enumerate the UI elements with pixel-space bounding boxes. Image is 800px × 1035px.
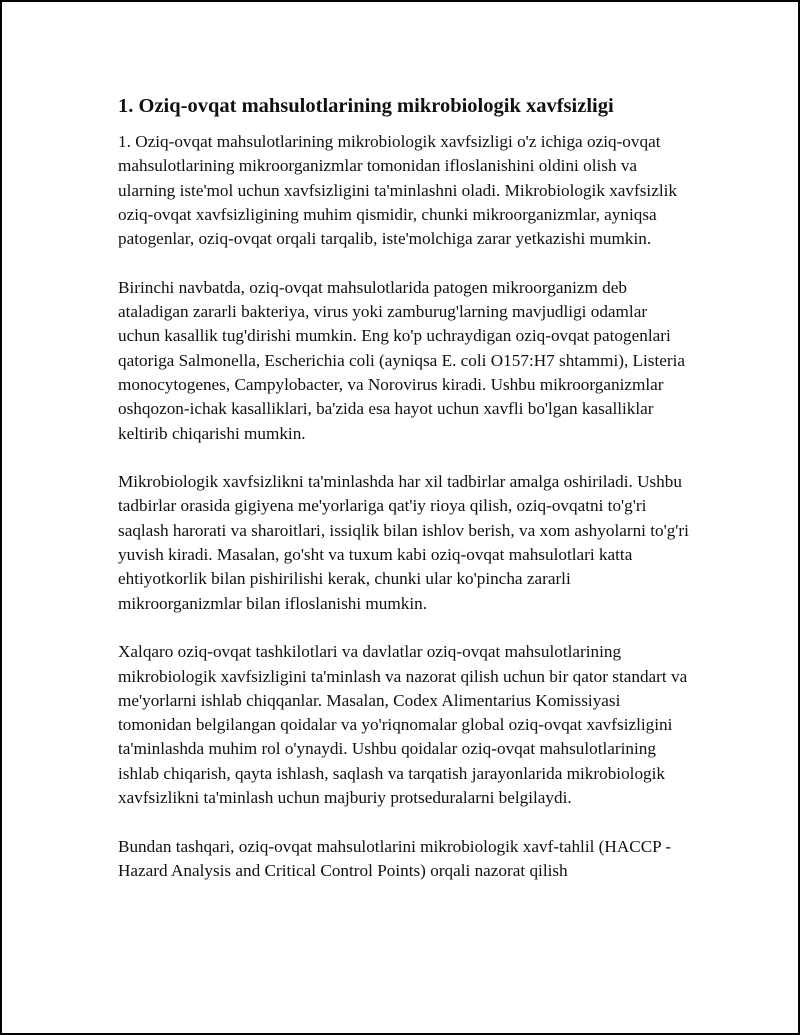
- document-title: 1. Oziq-ovqat mahsulotlarining mikrobiologik xavfsizligi: [118, 95, 614, 117]
- paragraph-3: Mikrobiologik xavfsizlikni ta'minlashda har xil tadbirlar amalga oshiriladi. Ushbu tadbirlar orasida gigiyena me'yorlariga qat'iy rioya qilish, oziq-ovqatni to'g'ri saqlash harorati va sharoitlari, issiqlik bilan ishlov berish, va xom ashyolarni to'g'ri yuvish kiradi. Masalan, go'sht va tuxum kabi oziq-ovqat mahsulotlari katta ehtiyotkorlik bilan pishirilishi kerak, chunki ular ko'pincha zararli mikroorganizmlar bilan ifloslanishi mumkin.: [118, 472, 689, 613]
- paragraph-5: Bundan tashqari, oziq-ovqat mahsulotlarini mikrobiologik xavf-tahlil (HACCP - Hazard Analysis and Critical Control Points) orqali nazorat qilish: [118, 836, 672, 880]
- document-body: [118, 92, 693, 908]
- paragraph-4: Xalqaro oziq-ovqat tashkilotlari va davlatlar oziq-ovqat mahsulotlarining mikrobiologik xavfsizligini ta'minlash va nazorat qilish uchun bir qator standart va me'yorlarni ishlab chiqqanlar. Masalan, Codex Alimentarius Komissiyasi tomonidan belgilangan qoidalar va yo'riqnomalar global oziq-ovqat xavfsizligini ta'minlashda muhim rol o'ynaydi. Ushbu qoidalar oziq-ovqat mahsulotlarining ishlab chiqarish, qayta ishlash, saqlash va tarqatish jarayonlarida mikrobiologik xavfsizlikni ta'minlash uchun majburiy protseduralarni belgilaydi.: [118, 642, 688, 808]
- paragraph-1: 1. Oziq-ovqat mahsulotlarining mikrobiologik xavfsizligi o'z ichiga oziq-ovqat mahsulotlarining mikroorganizmlar tomonidan ifloslanishini oldini olish va ularning iste'mol uchun xavfsizligini ta'minlashni oladi. Mikrobiologik xavfsizlik oziq-ovqat xavfsizligining muhim qismidir, chunki mikroorganizmlar, ayniqsa patogenlar, oziq-ovqat orqali tarqalib, iste'molchiga zarar yetkazishi mumkin.: [118, 132, 677, 249]
- paragraph-2: Birinchi navbatda, oziq-ovqat mahsulotlarida patogen mikroorganizm deb ataladigan zararli bakteriya, virus yoki zamburug'larning mavjudligi odamlar uchun kasallik tug'dirishi mumkin. Eng ko'p uchraydigan oziq-ovqat patogenlari qatoriga Salmonella, Escherichia coli (ayniqsa E. coli O157:H7 shtammi), Listeria monocytogenes, Campylobacter, va Norovirus kiradi. Ushbu mikroorganizmlar oshqozon-ichak kasalliklari, ba'zida esa hayot uchun xavfli bo'lgan kasalliklar keltirib chiqarishi mumkin.: [118, 277, 686, 443]
